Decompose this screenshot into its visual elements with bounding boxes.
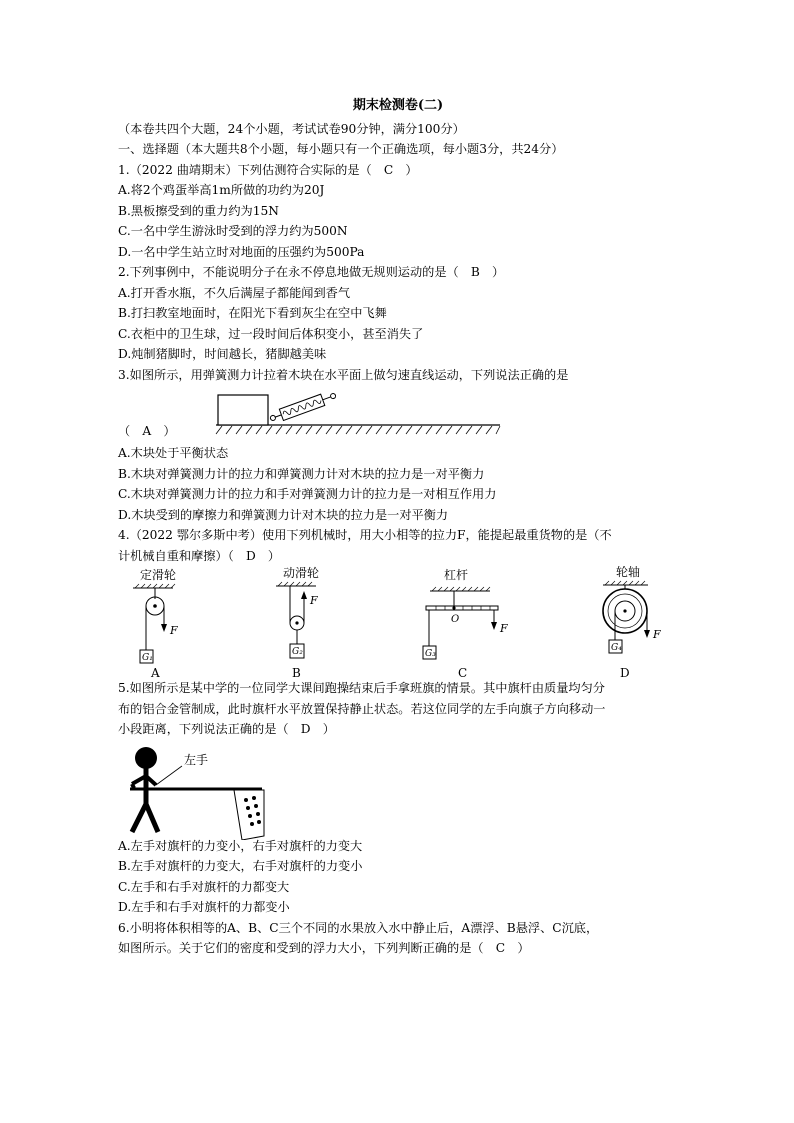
question-3-stem: 3.如图所示，用弹簧测力计拉着木块在水平面上做匀速直线运动，下列说法正确的是 xyxy=(118,367,569,382)
pivot-label-o: O xyxy=(451,614,460,625)
force-label-d: F xyxy=(653,628,661,641)
exam-page xyxy=(118,96,678,959)
block-spring-scale-figure xyxy=(208,385,508,443)
question-4-figure xyxy=(118,566,678,678)
question-5-option-c: C.左手和右手对旗杆的力都变大 xyxy=(118,879,290,894)
question-5-option-d: D.左手和右手对旗杆的力都变小 xyxy=(118,900,290,914)
question-4-stem-line-2: 计机械自重和摩擦）（ D ） xyxy=(118,548,281,563)
label-fixed-pulley: 定滑轮 xyxy=(140,568,177,582)
weight-label-g4: G₄ xyxy=(611,643,622,653)
question-3-option-d: D.木块受到的摩擦力和弹簧测力计对木块的拉力是一对平衡力 xyxy=(118,507,449,522)
spring-scale xyxy=(269,390,338,425)
question-4-stem-line-1: 4.（2022 鄂尔多斯中考）使用下列机械时，用大小相等的拉力F，能提起最重货物的是（不 xyxy=(118,528,612,542)
question-3-option-c: C.木块对弹簧测力计的拉力和手对弹簧测力计的拉力是一对相互作用力 xyxy=(118,487,497,501)
letter-d: D xyxy=(620,666,630,678)
question-5-option-b: B.左手对旗杆的力变大，右手对旗杆的力变小 xyxy=(118,859,363,873)
question-6-stem-line-1: 6.小明将体积相等的A、B、C三个不同的水果放入水中静止后，A漂浮、B悬浮、C沉底， xyxy=(118,920,599,935)
force-label-c: F xyxy=(500,622,508,635)
question-1-stem: 1.（2022 曲靖期末）下列估测符合实际的是（ C ） xyxy=(118,162,418,177)
weight-label-g3: G₃ xyxy=(425,649,436,659)
left-hand-label: 左手 xyxy=(184,752,209,767)
question-3-option-b: B.木块对弹簧测力计的拉力和弹簧测力计对木块的拉力是一对平衡力 xyxy=(118,466,485,481)
movable-pulley-diagram xyxy=(276,566,319,678)
weight-label-g2: G₂ xyxy=(292,647,303,657)
weight-label-g1: G₁ xyxy=(142,653,153,663)
question-1-option-c: C.一名中学生游泳时受到的浮力约为500N xyxy=(118,224,348,238)
question-2-option-c: C.衣柜中的卫生球，过一段时间后体积变小，甚至消失了 xyxy=(118,326,424,341)
question-5-figure xyxy=(118,740,678,836)
question-1-option-d: D.一名中学生站立时对地面的压强约为500Pa xyxy=(118,244,365,259)
label-wheel-axle: 轮轴 xyxy=(616,566,641,579)
question-5-stem-line-2: 布的铝合金管制成，此时旗杆水平放置保持静止状态。若这位同学的左手向旗子方向移动一 xyxy=(118,701,606,716)
wood-block xyxy=(218,395,268,425)
question-2-option-a: A.打开香水瓶，不久后满屋子都能闻到香气 xyxy=(118,285,351,300)
label-movable-pulley: 动滑轮 xyxy=(283,566,320,580)
question-1-option-b: B.黑板擦受到的重力约为15N xyxy=(118,203,279,218)
question-6-stem-line-2: 如图所示。关于它们的密度和受到的浮力大小，下列判断正确的是（ C ） xyxy=(118,941,530,955)
question-2-option-b: B.打扫教室地面时，在阳光下看到灰尘在空中飞舞 xyxy=(118,306,387,320)
simple-machines-figure xyxy=(118,566,678,678)
question-3-figure xyxy=(118,385,678,443)
question-5-stem-line-1: 5.如图所示是某中学的一位同学大课间跑操结束后手拿班旗的情景。其中旗杆由质量均匀分 xyxy=(118,681,605,695)
force-label-a: F xyxy=(170,624,178,637)
exam-intro: （本卷共四个大题，24个小题，考试试卷90分钟，满分100分） xyxy=(118,121,465,136)
letter-a: A xyxy=(151,666,160,678)
question-1-option-a: A.将2个鸡蛋举高1m所做的功约为20J xyxy=(118,183,325,197)
lever-diagram xyxy=(423,567,508,678)
section-heading: 一、选择题（本大题共8个小题，每小题只有一个正确选项，每小题3分，共24分） xyxy=(118,142,564,156)
force-label-b: F xyxy=(310,594,318,607)
fixed-pulley-diagram xyxy=(133,567,178,678)
question-3-answer: （ A ） xyxy=(118,424,176,438)
exam-title: 期末检测卷(二) xyxy=(352,98,444,113)
letter-c: C xyxy=(458,666,468,678)
question-2-stem: 2.下列事例中，不能说明分子在永不停息地做无规则运动的是（ B ） xyxy=(118,265,505,279)
label-lever: 杠杆 xyxy=(444,568,469,582)
question-3-option-a: A.木块处于平衡状态 xyxy=(118,446,229,460)
question-2-option-d: D.炖制猪脚时，时间越长，猪脚越美味 xyxy=(118,347,327,361)
question-5-stem-line-3: 小段距离，下列说法正确的是（ D ） xyxy=(118,722,335,736)
flag-holder-figure xyxy=(122,744,322,840)
question-5-option-a: A.左手对旗杆的力变小，右手对旗杆的力变大 xyxy=(118,838,363,853)
person-head xyxy=(135,747,157,769)
letter-b: B xyxy=(292,666,301,678)
wheel-axle-diagram xyxy=(603,566,661,678)
